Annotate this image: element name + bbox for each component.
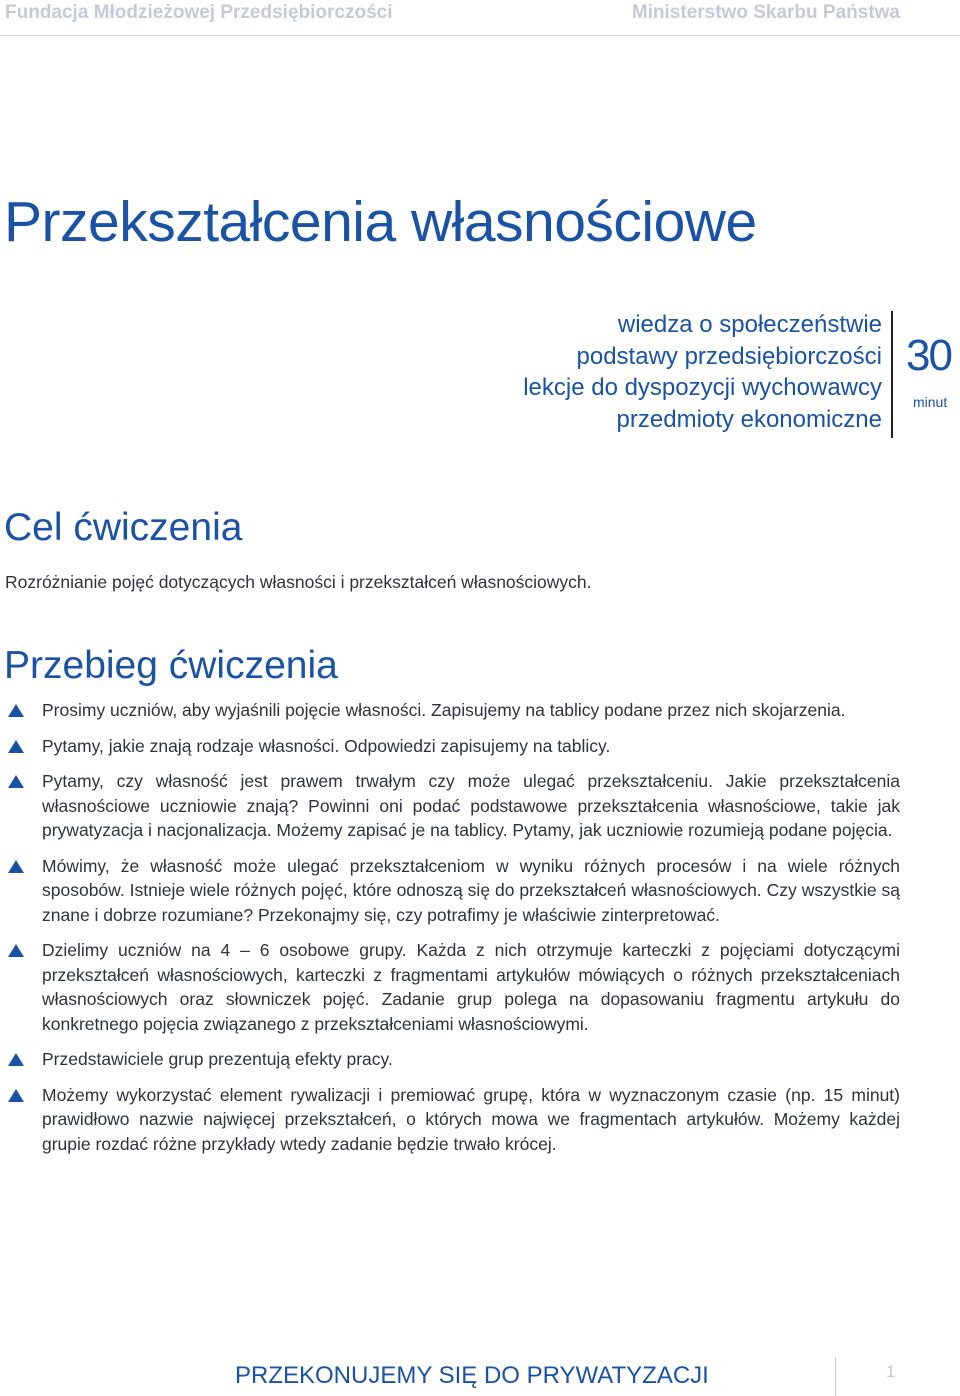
step-item xyxy=(0,938,900,1036)
step-item xyxy=(0,1083,900,1157)
footer-title: PRZEKONUJEMY SIĘ DO PRYWATYZACJI xyxy=(235,1362,709,1389)
subject-list xyxy=(362,309,882,435)
goal-text: Rozróżnianie pojęć dotyczących własności i przekształceń własnościowych. xyxy=(5,572,592,592)
subject-item: podstawy przedsiębiorczości xyxy=(576,342,882,370)
footer-divider xyxy=(835,1357,836,1396)
step-text: Mówimy, że własność może ulegać przekształceniom w wyniku różnych procesów i na wiele różnych sposobów. Istnieje wiele różnych pojęć, które odnoszą się do przekształceń własnościowych. Czy wszystkie są znane i dobrze rozumiane? Przekonajmy się, czy potrafimy je właściwie zinterpretować. xyxy=(42,855,900,925)
subject-item: przedmioty ekonomiczne xyxy=(616,405,882,433)
triangle-bullet-icon xyxy=(8,1089,24,1102)
triangle-bullet-icon xyxy=(8,740,24,753)
duration-unit: minut xyxy=(913,394,948,410)
triangle-bullet-icon xyxy=(8,775,24,788)
course-heading: Przebieg ćwiczenia xyxy=(4,644,338,687)
step-item xyxy=(0,734,900,759)
course-steps xyxy=(0,698,900,1156)
header-divider xyxy=(0,35,960,36)
triangle-bullet-icon xyxy=(8,944,24,957)
duration-value: 30 xyxy=(906,331,951,380)
subject-item: lekcje do dyspozycji wychowawcy xyxy=(523,374,882,401)
step-item xyxy=(0,854,900,928)
subject-divider xyxy=(891,311,893,438)
step-item xyxy=(0,1047,900,1072)
page-title: Przekształcenia własnościowe xyxy=(4,190,757,254)
header-ministry: Ministerstwo Skarbu Państwa xyxy=(631,2,900,23)
subject-item: wiedza o społeczeństwie xyxy=(617,311,882,338)
triangle-bullet-icon xyxy=(8,860,24,873)
goal-heading: Cel ćwiczenia xyxy=(4,506,243,549)
step-text: Pytamy, czy własność jest prawem trwałym czy może ulegać przekształceniu. Jakie przekształcenia własnościowe uczniowie znają? Powinni oni podać podstawowe przekształcenia własnościowe, takie jak prywatyzacja i nacjonalizacja. Możemy zapisać je na tablicy. Pytamy, jak uczniowie rozumieją podane pojęcia. xyxy=(42,771,900,840)
step-item xyxy=(0,698,900,723)
step-text: Przedstawiciele grup prezentują efekty pracy. xyxy=(42,1049,393,1069)
step-text: Pytamy, jakie znają rodzaje własności. Odpowiedzi zapisujemy na tablicy. xyxy=(42,735,611,756)
page-number: 1 xyxy=(886,1362,896,1381)
triangle-bullet-icon xyxy=(8,1053,24,1066)
step-text: Możemy wykorzystać element rywalizacji i premiować grupę, która w wyznaczonym czasie (np. 15 minut) prawidłowo nazwie najwięcej przekształceń, o których mowa we fragmentach artykułów. Możemy każdej grupie rozdać różne przykłady wtedy zadanie będzie trwało krócej. xyxy=(42,1084,900,1154)
triangle-bullet-icon xyxy=(8,704,24,717)
step-item xyxy=(0,769,900,843)
step-text: Dzielimy uczniów na 4 – 6 osobowe grupy. Każda z nich otrzymuje karteczki z pojęciami dotyczącymi przekształceń własnościowych, karteczki z fragmentami artykułów mówiących o różnych przekształceniach własnościowych oraz słowniczek pojęć. Zadanie grup polega na dopasowaniu fragmentu artykułu do konkretnego pojęcia związanego z przekształceniami własnościowymi. xyxy=(42,940,900,1034)
header-organization: Fundacja Młodzieżowej Przedsiębiorczości xyxy=(5,2,393,23)
step-text: Prosimy uczniów, aby wyjaśnili pojęcie własności. Zapisujemy na tablicy podane przez nich skojarzenia. xyxy=(42,700,846,720)
